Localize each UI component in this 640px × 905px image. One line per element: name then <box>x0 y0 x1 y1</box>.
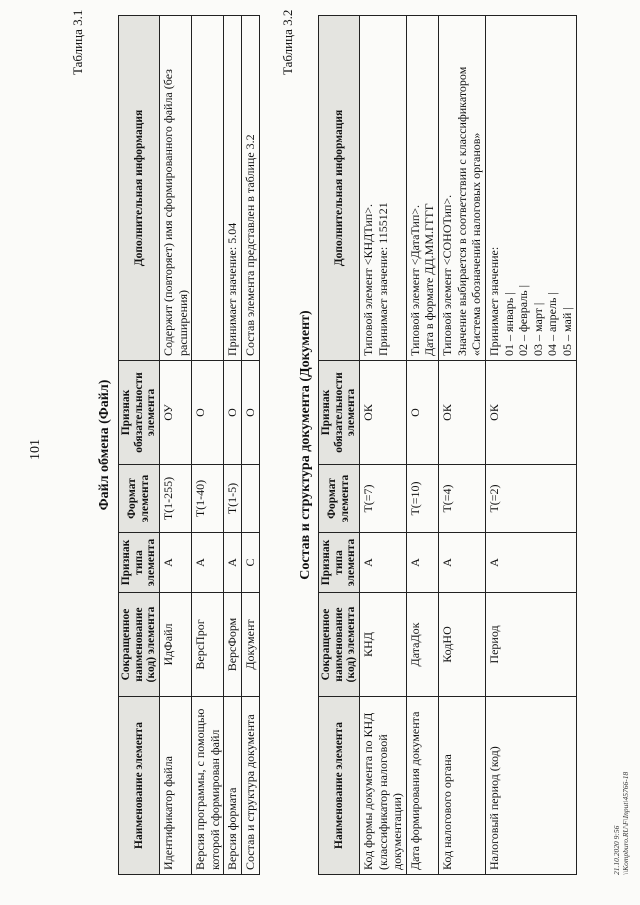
table2-header-cell: Формат элемента <box>319 465 360 533</box>
table-cell: Типовой элемент <КНДТип>. Принимает значение: 1155121 <box>359 16 406 361</box>
table2-header-cell: Сокращенное наименование (код) элемента <box>319 593 360 697</box>
table2-title: Состав и структура документа (Документ) <box>298 310 313 580</box>
table2 <box>318 15 577 875</box>
table-cell: Период <box>485 593 576 697</box>
table1-caption: Таблица 3.1 <box>70 9 85 75</box>
table-cell: ДатаДок <box>406 593 438 697</box>
table-row <box>159 16 191 875</box>
table1-header-cell: Признак обязательности элемента <box>119 361 160 465</box>
table-cell: Т(1-255) <box>159 465 191 533</box>
table2-body <box>359 16 576 875</box>
table-cell: ОК <box>439 361 486 465</box>
table-cell: Т(1-40) <box>192 465 224 533</box>
table2-header-cell: Дополнительная информация <box>319 16 360 361</box>
table-cell: Дата формирования документа <box>406 697 438 875</box>
table-cell: ОК <box>485 361 576 465</box>
table-cell: С <box>242 533 260 593</box>
table-cell: ИдФайл <box>159 593 191 697</box>
file-stamp <box>612 772 631 875</box>
table-cell: Т(=10) <box>406 465 438 533</box>
table1-header-cell: Признак типа элемента <box>119 533 160 593</box>
table-cell: КНД <box>359 593 406 697</box>
table-cell: О <box>192 361 224 465</box>
table-cell: А <box>406 533 438 593</box>
table-cell <box>192 16 224 361</box>
table-row <box>406 16 438 875</box>
table-cell: ВерсПрог <box>192 593 224 697</box>
table-cell: О <box>406 361 438 465</box>
table1-header-cell: Формат элемента <box>119 465 160 533</box>
table-cell: Идентификатор файла <box>159 697 191 875</box>
table-cell: Содержит (повторяет) имя сформированного файла (без расширения) <box>159 16 191 361</box>
table-cell: ОК <box>359 361 406 465</box>
table-cell: Версия формата <box>224 697 242 875</box>
table-cell: Типовой элемент <СОНОТип>. Значение выбирается в соответствии с классификатором «Система обозначений налоговых органов» <box>439 16 486 361</box>
table-cell: КодНО <box>439 593 486 697</box>
table1-body <box>159 16 259 875</box>
stamp-line-date: 21.10.2020 9:56 <box>612 825 621 875</box>
table-cell: Код налогового органа <box>439 697 486 875</box>
table-row <box>359 16 406 875</box>
table2-header-cell: Наименование элемента <box>319 697 360 875</box>
page-number: 101 <box>28 439 43 460</box>
table-cell: А <box>439 533 486 593</box>
table-cell: Т(=2) <box>485 465 576 533</box>
table-cell: Т(=7) <box>359 465 406 533</box>
table1 <box>118 15 260 875</box>
table-row <box>439 16 486 875</box>
table1-header-cell: Сокращенное наименование (код) элемента <box>119 593 160 697</box>
table-cell: ВерсФорм <box>224 593 242 697</box>
table1-title: Файл обмена (Файл) <box>97 379 112 511</box>
table-cell: Типовой элемент <ДатаТип>. Дата в формате ДД.ММ.ГГГГ <box>406 16 438 361</box>
table-row <box>242 16 260 875</box>
table-cell: Код формы документа по КНД (классификатор налоговой документации) <box>359 697 406 875</box>
table-cell: О <box>242 361 260 465</box>
table2-header-cell: Признак обязательности элемента <box>319 361 360 465</box>
table-cell: А <box>159 533 191 593</box>
table-cell: ОУ <box>159 361 191 465</box>
table-cell: Документ <box>242 593 260 697</box>
table-cell: Состав и структура документа <box>242 697 260 875</box>
table1-header-cell: Наименование элемента <box>119 697 160 875</box>
table-cell: Состав элемента представлен в таблице 3.2 <box>242 16 260 361</box>
table-cell: Налоговый период (код) <box>485 697 576 875</box>
table1-header-cell: Дополнительная информация <box>119 16 160 361</box>
table-cell <box>242 465 260 533</box>
table-row <box>192 16 224 875</box>
table2-header-cell: Признак типа элемента <box>319 533 360 593</box>
table-cell: Принимает значение: 01 – январь | 02 – февраль | 03 – март | 04 – апрель | 05 – май | <box>485 16 576 361</box>
table-cell: А <box>192 533 224 593</box>
table-cell: А <box>224 533 242 593</box>
table-cell: А <box>359 533 406 593</box>
table-cell: Т(=4) <box>439 465 486 533</box>
table-row <box>485 16 576 875</box>
table-cell: Принимает значение: 5.04 <box>224 16 242 361</box>
table-cell: А <box>485 533 576 593</box>
table-cell: Версия программы, с помощью которой сформирован файл <box>192 697 224 875</box>
table2-header-row <box>319 16 360 875</box>
table-cell: Т(1-5) <box>224 465 242 533</box>
table-row <box>224 16 242 875</box>
table2-caption: Таблица 3.2 <box>280 9 295 75</box>
table1-header-row <box>119 16 160 875</box>
table-cell: О <box>224 361 242 465</box>
stamp-line-path: \\Kompburo.RU\F\Input\45766-18 <box>621 771 631 875</box>
